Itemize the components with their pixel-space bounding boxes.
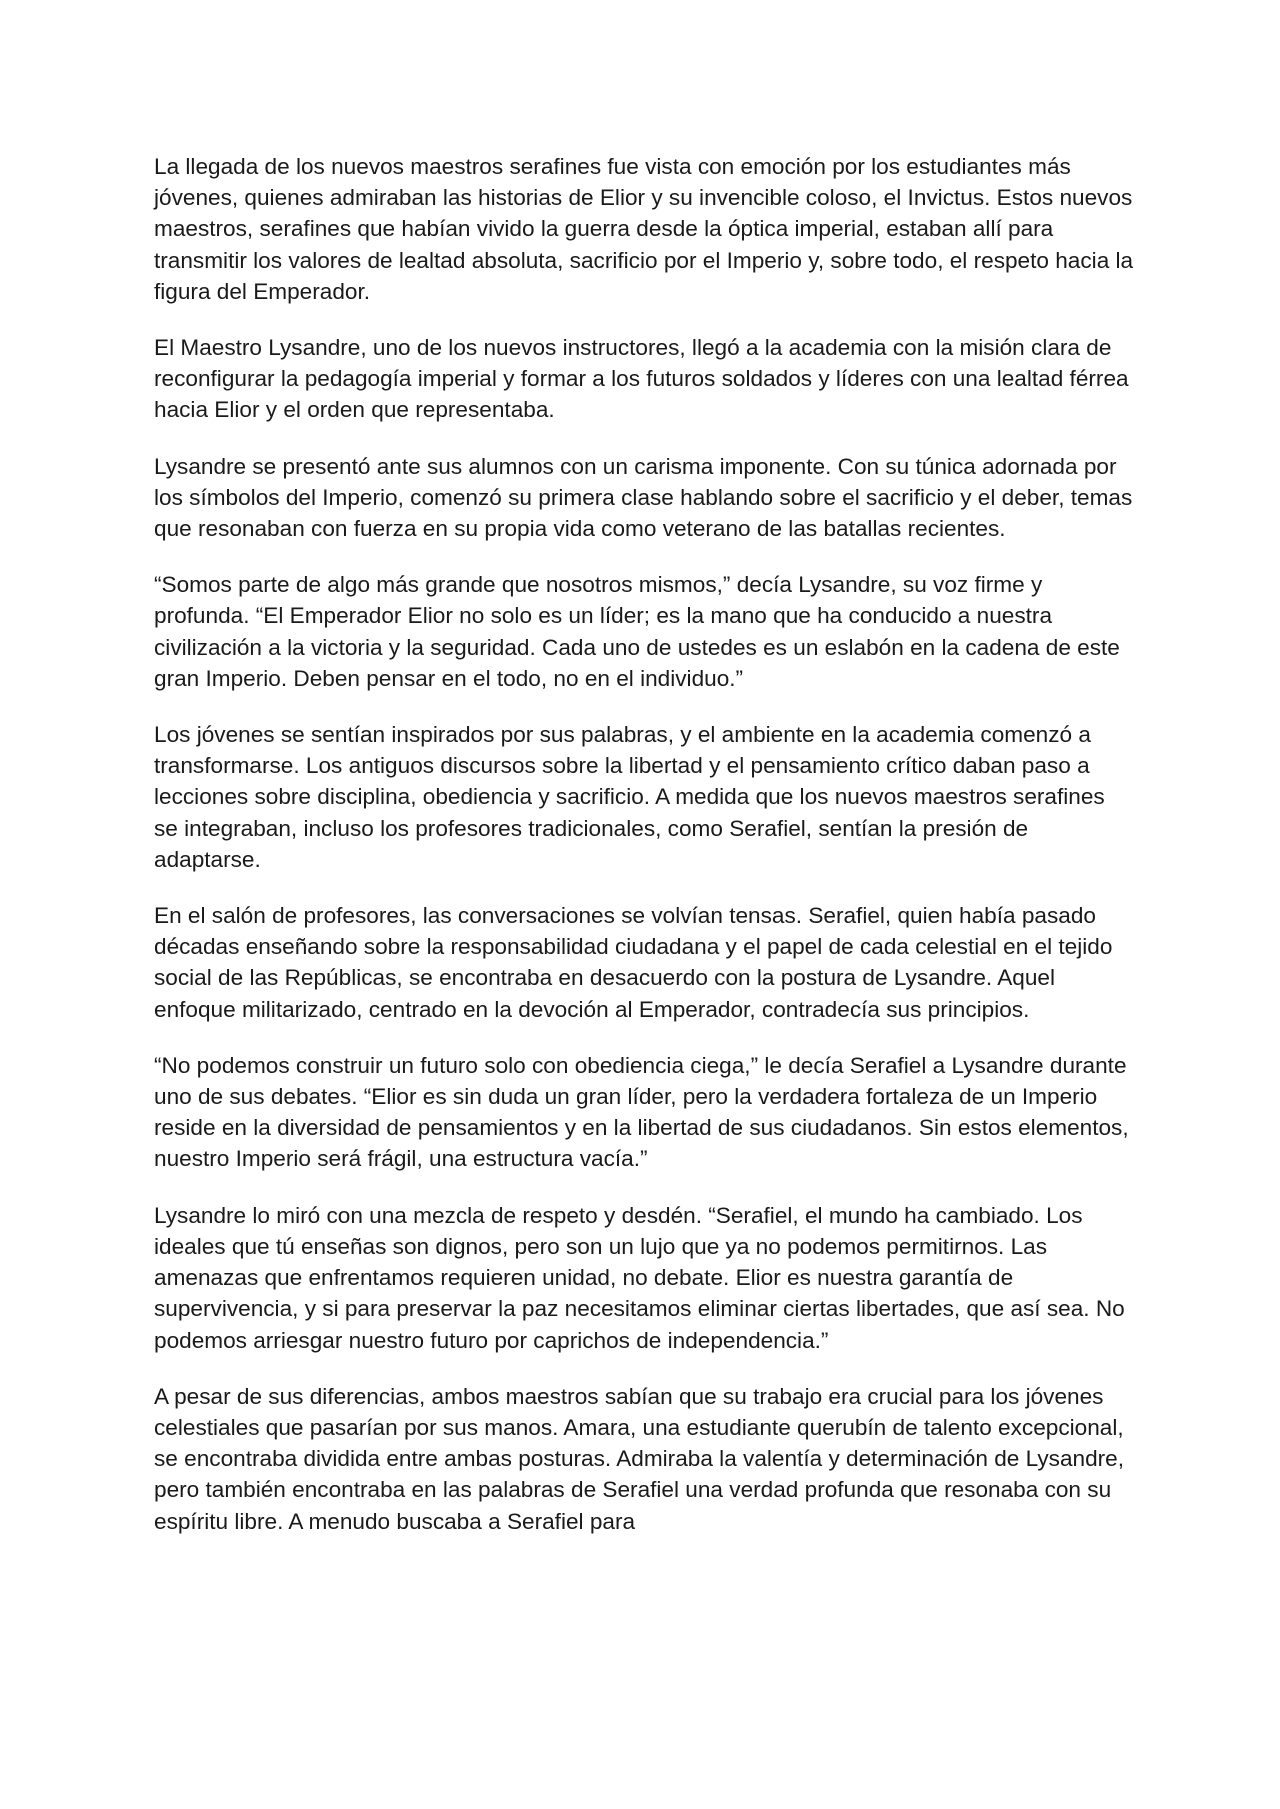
paragraph-8: Lysandre lo miró con una mezcla de respeto y desdén. “Serafiel, el mundo ha cambiado. Los ideales que tú enseñas son dignos, pero son un lujo que ya no podemos permitirnos. Las amenazas que enfrentamos requieren unidad, no debate. Elior es nuestra garantía de supervivencia, y si para preservar la paz necesitamos eliminar ciertas libertades, que así sea. No podemos arriesgar nuestro futuro por caprichos de independencia.” (154, 1202, 1125, 1353)
paragraph-1: La llegada de los nuevos maestros serafines fue vista con emoción por los estudiantes más jóvenes, quienes admiraban las historias de Elior y su invencible coloso, el Invictus. Estos nuevos maestros, serafines que habían vivido la guerra desde la óptica imperial, estaban allí para transmitir los valores de lealtad absoluta, sacrificio por el Imperio y, sobre todo, el respeto hacia la figura del Emperador. (154, 154, 1134, 304)
paragraph-2: El Maestro Lysandre, uno de los nuevos instructores, llegó a la academia con la misión clara de reconfigurar la pedagogía imperial y formar a los futuros soldados y líderes con una lealtad férrea hacia Elior y el orden que representaba. (154, 335, 1129, 423)
document-body (154, 151, 1134, 1562)
paragraph-3: Lysandre se presentó ante sus alumnos con un carisma imponente. Con su túnica adornada por los símbolos del Imperio, comenzó su primera clase hablando sobre el sacrificio y el deber, temas que resonaban con fuerza en su propia vida como veterano de las batallas recientes. (154, 453, 1133, 542)
paragraph-9: A pesar de sus diferencias, ambos maestros sabían que su trabajo era crucial para los jóvenes celestiales que pasarían por sus manos. Amara, una estudiante querubín de talento excepcional, se encontraba dividida entre ambas posturas. Admiraba la valentía y determinación de Lysandre, pero también encontraba en las palabras de Serafiel una verdad profunda que resonaba con su espíritu libre. A menudo buscaba a Serafiel para (154, 1383, 1125, 1534)
paragraph-5: Los jóvenes se sentían inspirados por sus palabras, y el ambiente en la academia comenzó a transformarse. Los antiguos discursos sobre la libertad y el pensamiento crítico daban paso a lecciones sobre disciplina, obediencia y sacrificio. A medida que los nuevos maestros serafines se integraban, incluso los profesores tradicionales, como Serafiel, sentían la presión de adaptarse. (154, 722, 1105, 872)
paragraph-6: En el salón de profesores, las conversaciones se volvían tensas. Serafiel, quien había pasado décadas enseñando sobre la responsabilidad ciudadana y el papel de cada celestial en el tejido social de las Repúblicas, se encontraba en desacuerdo con la postura de Lysandre. Aquel enfoque militarizado, centrado en la devoción al Emperador, contradecía sus principios. (154, 903, 1113, 1022)
paragraph-4: “Somos parte de algo más grande que nosotros mismos,” decía Lysandre, su voz firme y profunda. “El Emperador Elior no solo es un líder; es la mano que ha conducido a nuestra civilización a la victoria y la seguridad. Cada uno de ustedes es un eslabón en la cadena de este gran Imperio. Deben pensar en el todo, no en el individuo.” (154, 572, 1120, 691)
paragraph-7: “No podemos construir un futuro solo con obediencia ciega,” le decía Serafiel a Lysandre durante uno de sus debates. “Elior es sin duda un gran líder, pero la verdadera fortaleza de un Imperio reside en la diversidad de pensamientos y en la libertad de sus ciudadanos. Sin estos elementos, nuestro Imperio será frágil, una estructura vacía.” (154, 1052, 1129, 1172)
